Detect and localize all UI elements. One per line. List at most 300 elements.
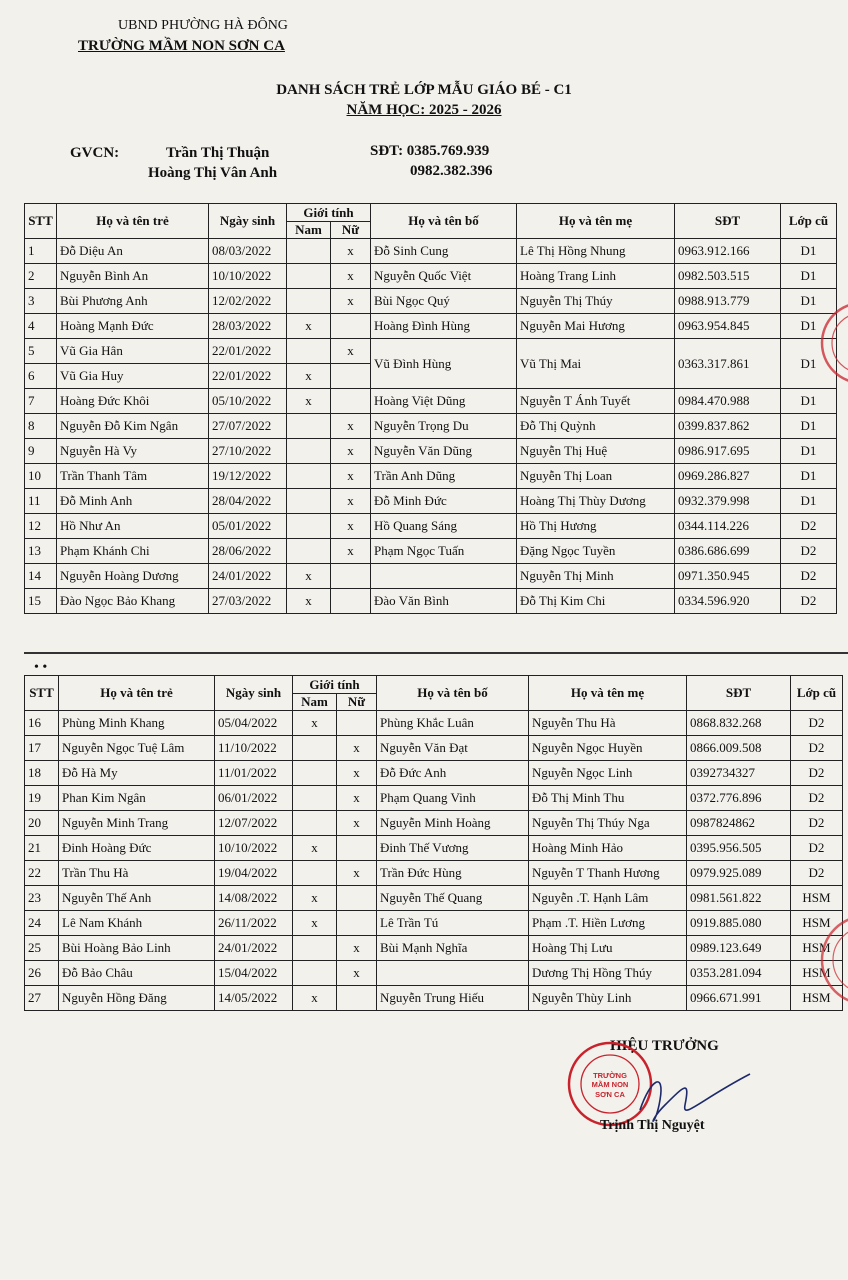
row-old-class: D1 (781, 314, 837, 339)
table-row (25, 861, 843, 886)
row-mother: Đỗ Thị Quỳnh (517, 414, 675, 439)
row-old-class: D2 (791, 861, 843, 886)
row-male-mark: x (293, 986, 337, 1011)
table-row (25, 239, 837, 264)
row-father: Đỗ Minh Đức (371, 489, 517, 514)
row-old-class: D1 (781, 339, 837, 389)
stamp-fragment-icon (818, 900, 848, 1020)
row-child-name: Trần Thanh Tâm (57, 464, 209, 489)
row-old-class: D1 (781, 264, 837, 289)
row-dob: 06/01/2022 (215, 786, 293, 811)
row-old-class: D2 (791, 811, 843, 836)
header-mother: Họ và tên mẹ (517, 204, 675, 239)
row-father: Nguyễn Minh Hoàng (377, 811, 529, 836)
row-male-mark (287, 439, 331, 464)
row-female-mark: x (331, 289, 371, 314)
row-old-class: D2 (781, 564, 837, 589)
row-dob: 12/07/2022 (215, 811, 293, 836)
row-dob: 10/10/2022 (209, 264, 287, 289)
row-father: Trần Anh Dũng (371, 464, 517, 489)
row-female-mark (331, 314, 371, 339)
row-mother: Đỗ Thị Minh Thu (529, 786, 687, 811)
org-line-2: TRƯỜNG MẦM NON SƠN CA (78, 38, 285, 54)
header-stt: STT (25, 676, 59, 711)
row-male-mark (287, 414, 331, 439)
row-father: Đào Văn Bình (371, 589, 517, 614)
row-male-mark (293, 736, 337, 761)
org-line-1: UBND PHƯỜNG HÀ ĐÔNG (118, 18, 288, 33)
row-female-mark (337, 986, 377, 1011)
row-male-mark: x (293, 836, 337, 861)
row-child-name: Phùng Minh Khang (59, 711, 215, 736)
row-stt: 21 (25, 836, 59, 861)
row-phone: 0987824862 (687, 811, 791, 836)
row-father: Nguyễn Quốc Việt (371, 264, 517, 289)
row-stt: 3 (25, 289, 57, 314)
table-row (25, 911, 843, 936)
row-old-class: HSM (791, 986, 843, 1011)
row-mother: Hồ Thị Hương (517, 514, 675, 539)
row-old-class: D1 (781, 389, 837, 414)
header-phone: SĐT (687, 676, 791, 711)
row-stt: 27 (25, 986, 59, 1011)
row-phone: 0386.686.699 (675, 539, 781, 564)
row-old-class: D2 (791, 786, 843, 811)
row-stt: 6 (25, 364, 57, 389)
header-male: Nam (287, 222, 331, 239)
row-dob: 27/07/2022 (209, 414, 287, 439)
row-phone: 0344.114.226 (675, 514, 781, 539)
row-child-name: Đỗ Minh Anh (57, 489, 209, 514)
row-old-class: D2 (781, 539, 837, 564)
row-dob: 28/03/2022 (209, 314, 287, 339)
table-row (25, 514, 837, 539)
row-phone: 0979.925.089 (687, 861, 791, 886)
row-stt: 8 (25, 414, 57, 439)
row-mother: Hoàng Thị Thùy Dương (517, 489, 675, 514)
row-mother: Phạm .T. Hiền Lương (529, 911, 687, 936)
row-child-name: Đỗ Bảo Châu (59, 961, 215, 986)
row-male-mark (293, 786, 337, 811)
row-old-class: D1 (781, 489, 837, 514)
row-female-mark: x (331, 464, 371, 489)
row-old-class: D1 (781, 239, 837, 264)
row-dob: 28/06/2022 (209, 539, 287, 564)
row-female-mark: x (331, 264, 371, 289)
phone-1: SĐT: 0385.769.939 (370, 143, 490, 159)
row-female-mark (337, 711, 377, 736)
page-break-mark: • • (34, 660, 48, 675)
header-child-name: Họ và tên trẻ (57, 204, 209, 239)
row-father: Bùi Ngọc Quý (371, 289, 517, 314)
row-child-name: Đỗ Hà My (59, 761, 215, 786)
row-male-mark: x (293, 886, 337, 911)
row-dob: 08/03/2022 (209, 239, 287, 264)
row-male-mark: x (293, 711, 337, 736)
svg-text:SƠN CA: SƠN CA (595, 1090, 625, 1099)
row-father: Nguyễn Văn Đạt (377, 736, 529, 761)
row-phone: 0392734327 (687, 761, 791, 786)
row-father: Phùng Khắc Luân (377, 711, 529, 736)
row-child-name: Nguyễn Thế Anh (59, 886, 215, 911)
row-male-mark: x (287, 564, 331, 589)
row-phone: 0969.286.827 (675, 464, 781, 489)
row-dob: 11/10/2022 (215, 736, 293, 761)
row-male-mark (287, 264, 331, 289)
row-child-name: Nguyễn Hoàng Dương (57, 564, 209, 589)
table-row (25, 439, 837, 464)
row-female-mark: x (331, 539, 371, 564)
row-male-mark: x (287, 364, 331, 389)
row-child-name: Đinh Hoàng Đức (59, 836, 215, 861)
row-father: Hoàng Đình Hùng (371, 314, 517, 339)
table-row (25, 961, 843, 986)
row-old-class: HSM (791, 961, 843, 986)
row-child-name: Nguyễn Bình An (57, 264, 209, 289)
table-row (25, 736, 843, 761)
row-male-mark (293, 961, 337, 986)
row-old-class: HSM (791, 886, 843, 911)
row-stt: 12 (25, 514, 57, 539)
row-stt: 7 (25, 389, 57, 414)
row-phone: 0989.123.649 (687, 936, 791, 961)
row-female-mark (337, 886, 377, 911)
row-father: Hồ Quang Sáng (371, 514, 517, 539)
row-phone: 0395.956.505 (687, 836, 791, 861)
row-phone: 0932.379.998 (675, 489, 781, 514)
row-father: Phạm Quang Vinh (377, 786, 529, 811)
row-phone: 0334.596.920 (675, 589, 781, 614)
row-female-mark: x (337, 811, 377, 836)
table-row (25, 539, 837, 564)
row-child-name: Vũ Gia Huy (57, 364, 209, 389)
row-mother: Đặng Ngọc Tuyền (517, 539, 675, 564)
row-stt: 25 (25, 936, 59, 961)
row-female-mark: x (337, 736, 377, 761)
row-male-mark: x (287, 389, 331, 414)
row-child-name: Hoàng Mạnh Đức (57, 314, 209, 339)
row-male-mark (287, 289, 331, 314)
table-row (25, 389, 837, 414)
row-female-mark: x (331, 439, 371, 464)
svg-text:MẦM NON: MẦM NON (591, 1080, 629, 1089)
row-old-class: D1 (781, 464, 837, 489)
teacher-label: GVCN: (70, 145, 120, 161)
row-father: Nguyễn Thế Quang (377, 886, 529, 911)
row-father: Nguyễn Văn Dũng (371, 439, 517, 464)
row-stt: 17 (25, 736, 59, 761)
header-dob: Ngày sinh (215, 676, 293, 711)
row-phone: 0353.281.094 (687, 961, 791, 986)
row-child-name: Hoàng Đức Khôi (57, 389, 209, 414)
row-female-mark: x (331, 239, 371, 264)
row-phone: 0982.503.515 (675, 264, 781, 289)
row-mother: Nguyễn T Ánh Tuyết (517, 389, 675, 414)
row-stt: 13 (25, 539, 57, 564)
row-mother: Nguyễn Thu Hà (529, 711, 687, 736)
row-male-mark (293, 861, 337, 886)
row-female-mark: x (337, 761, 377, 786)
row-dob: 19/12/2022 (209, 464, 287, 489)
row-dob: 05/04/2022 (215, 711, 293, 736)
table-row (25, 589, 837, 614)
row-female-mark (331, 389, 371, 414)
row-dob: 28/04/2022 (209, 489, 287, 514)
row-stt: 18 (25, 761, 59, 786)
row-male-mark (293, 761, 337, 786)
row-stt: 5 (25, 339, 57, 364)
table-row (25, 314, 837, 339)
row-female-mark: x (331, 339, 371, 364)
row-father: Phạm Ngọc Tuấn (371, 539, 517, 564)
row-child-name: Nguyễn Hồng Đăng (59, 986, 215, 1011)
row-mother: Nguyễn Ngọc Huyền (529, 736, 687, 761)
row-phone: 0363.317.861 (675, 339, 781, 389)
row-child-name: Nguyễn Minh Trang (59, 811, 215, 836)
row-child-name: Trần Thu Hà (59, 861, 215, 886)
row-dob: 24/01/2022 (209, 564, 287, 589)
row-mother: Nguyễn Mai Hương (517, 314, 675, 339)
row-phone: 0399.837.862 (675, 414, 781, 439)
row-dob: 19/04/2022 (215, 861, 293, 886)
row-mother: Nguyễn Thị Minh (517, 564, 675, 589)
row-male-mark (293, 811, 337, 836)
row-dob: 22/01/2022 (209, 339, 287, 364)
row-mother: Nguyễn Thị Thúy Nga (529, 811, 687, 836)
row-male-mark (287, 489, 331, 514)
row-mother: Đỗ Thị Kim Chi (517, 589, 675, 614)
row-phone: 0963.954.845 (675, 314, 781, 339)
row-father: Nguyễn Trọng Du (371, 414, 517, 439)
header-male: Nam (293, 694, 337, 711)
row-child-name: Lê Nam Khánh (59, 911, 215, 936)
row-father (377, 961, 529, 986)
table-row (25, 936, 843, 961)
row-phone: 0866.009.508 (687, 736, 791, 761)
row-phone: 0372.776.896 (687, 786, 791, 811)
row-old-class: D2 (791, 736, 843, 761)
row-phone: 0919.885.080 (687, 911, 791, 936)
row-dob: 15/04/2022 (215, 961, 293, 986)
header-father: Họ và tên bố (377, 676, 529, 711)
svg-text:TRƯỜNG: TRƯỜNG (593, 1071, 627, 1080)
row-child-name: Bùi Hoàng Bảo Linh (59, 936, 215, 961)
row-father: Đỗ Đức Anh (377, 761, 529, 786)
table-row (25, 264, 837, 289)
row-dob: 26/11/2022 (215, 911, 293, 936)
table-row (25, 761, 843, 786)
row-mother: Nguyễn Ngọc Linh (529, 761, 687, 786)
row-stt: 15 (25, 589, 57, 614)
teacher-2: Hoàng Thị Vân Anh (148, 165, 278, 181)
header-dob: Ngày sinh (209, 204, 287, 239)
row-father: Nguyễn Trung Hiếu (377, 986, 529, 1011)
header-father: Họ và tên bố (371, 204, 517, 239)
row-stt: 9 (25, 439, 57, 464)
row-child-name: Bùi Phương Anh (57, 289, 209, 314)
row-old-class: D2 (781, 589, 837, 614)
stamp-fragment-icon (818, 298, 848, 388)
row-male-mark (287, 339, 331, 364)
header-gender: Giới tính (287, 204, 371, 222)
row-dob: 14/08/2022 (215, 886, 293, 911)
table-row (25, 464, 837, 489)
row-male-mark (287, 539, 331, 564)
header-stt: STT (25, 204, 57, 239)
row-phone: 0981.561.822 (687, 886, 791, 911)
row-old-class: D2 (791, 761, 843, 786)
row-stt: 4 (25, 314, 57, 339)
roster-table-page-2 (24, 675, 843, 1011)
table-row (25, 786, 843, 811)
row-stt: 1 (25, 239, 57, 264)
row-female-mark (331, 589, 371, 614)
row-mother: Nguyễn Thị Huệ (517, 439, 675, 464)
header-gender: Giới tính (293, 676, 377, 694)
row-child-name: Nguyễn Ngọc Tuệ Lâm (59, 736, 215, 761)
header-old-class: Lớp cũ (781, 204, 837, 239)
row-stt: 11 (25, 489, 57, 514)
row-child-name: Hồ Như An (57, 514, 209, 539)
header-female: Nữ (331, 222, 371, 239)
row-dob: 05/10/2022 (209, 389, 287, 414)
row-child-name: Nguyễn Hà Vy (57, 439, 209, 464)
row-mother: Nguyễn Thị Loan (517, 464, 675, 489)
row-stt: 26 (25, 961, 59, 986)
table-row (25, 564, 837, 589)
row-father: Hoàng Việt Dũng (371, 389, 517, 414)
row-father: Trần Đức Hùng (377, 861, 529, 886)
table-row (25, 836, 843, 861)
row-child-name: Nguyễn Đỗ Kim Ngân (57, 414, 209, 439)
row-male-mark: x (287, 314, 331, 339)
row-old-class: D1 (781, 414, 837, 439)
row-phone: 0966.671.991 (687, 986, 791, 1011)
row-stt: 24 (25, 911, 59, 936)
row-female-mark (337, 836, 377, 861)
row-father: Đinh Thế Vương (377, 836, 529, 861)
row-stt: 16 (25, 711, 59, 736)
row-male-mark: x (287, 589, 331, 614)
row-mother: Hoàng Trang Linh (517, 264, 675, 289)
row-father: Lê Trần Tú (377, 911, 529, 936)
row-mother: Nguyễn Thị Thúy (517, 289, 675, 314)
row-old-class: D1 (781, 439, 837, 464)
row-female-mark: x (337, 861, 377, 886)
row-dob: 14/05/2022 (215, 986, 293, 1011)
row-old-class: HSM (791, 911, 843, 936)
row-dob: 27/03/2022 (209, 589, 287, 614)
row-female-mark: x (337, 936, 377, 961)
header-phone: SĐT (675, 204, 781, 239)
table-row (25, 339, 837, 364)
row-stt: 14 (25, 564, 57, 589)
row-female-mark: x (331, 414, 371, 439)
row-dob: 27/10/2022 (209, 439, 287, 464)
table-row (25, 289, 837, 314)
table-row (25, 489, 837, 514)
row-female-mark: x (331, 489, 371, 514)
row-mother: Nguyễn .T. Hạnh Lâm (529, 886, 687, 911)
principal-name: Trịnh Thị Nguyệt (600, 1118, 705, 1133)
row-dob: 11/01/2022 (215, 761, 293, 786)
row-male-mark: x (293, 911, 337, 936)
row-mother: Nguyễn Thùy Linh (529, 986, 687, 1011)
row-dob: 22/01/2022 (209, 364, 287, 389)
row-child-name: Đào Ngọc Bảo Khang (57, 589, 209, 614)
principal-title: HIỆU TRƯỞNG (610, 1038, 719, 1054)
row-stt: 22 (25, 861, 59, 886)
row-female-mark (337, 911, 377, 936)
row-phone: 0988.913.779 (675, 289, 781, 314)
table-row (25, 811, 843, 836)
row-dob: 12/02/2022 (209, 289, 287, 314)
row-mother: Dương Thị Hồng Thúy (529, 961, 687, 986)
row-phone: 0971.350.945 (675, 564, 781, 589)
row-female-mark: x (337, 961, 377, 986)
row-male-mark (287, 464, 331, 489)
header-mother: Họ và tên mẹ (529, 676, 687, 711)
row-phone: 0984.470.988 (675, 389, 781, 414)
row-dob: 05/01/2022 (209, 514, 287, 539)
row-old-class: D1 (781, 289, 837, 314)
header-female: Nữ (337, 694, 377, 711)
row-female-mark (331, 364, 371, 389)
row-child-name: Vũ Gia Hân (57, 339, 209, 364)
header-old-class: Lớp cũ (791, 676, 843, 711)
row-child-name: Phan Kim Ngân (59, 786, 215, 811)
row-father: Vũ Đình Hùng (371, 339, 517, 389)
row-female-mark: x (337, 786, 377, 811)
row-stt: 2 (25, 264, 57, 289)
row-male-mark (287, 239, 331, 264)
row-stt: 10 (25, 464, 57, 489)
row-stt: 20 (25, 811, 59, 836)
document-title: DANH SÁCH TRẺ LỚP MẪU GIÁO BÉ - C1 (276, 82, 572, 98)
row-old-class: D2 (781, 514, 837, 539)
phone-2: 0982.382.396 (410, 163, 493, 179)
row-stt: 23 (25, 886, 59, 911)
page-divider (24, 652, 848, 654)
row-father (371, 564, 517, 589)
table-row (25, 414, 837, 439)
roster-table-page-1 (24, 203, 837, 614)
table-row (25, 986, 843, 1011)
row-dob: 24/01/2022 (215, 936, 293, 961)
row-female-mark: x (331, 514, 371, 539)
row-dob: 10/10/2022 (215, 836, 293, 861)
row-father: Đỗ Sinh Cung (371, 239, 517, 264)
table-row (25, 711, 843, 736)
school-year: NĂM HỌC: 2025 - 2026 (346, 102, 502, 118)
row-phone: 0868.832.268 (687, 711, 791, 736)
row-male-mark (287, 514, 331, 539)
row-child-name: Đỗ Diệu An (57, 239, 209, 264)
row-old-class: HSM (791, 936, 843, 961)
header-child-name: Họ và tên trẻ (59, 676, 215, 711)
row-mother: Lê Thị Hồng Nhung (517, 239, 675, 264)
row-mother: Nguyễn T Thanh Hương (529, 861, 687, 886)
row-father: Bùi Mạnh Nghĩa (377, 936, 529, 961)
row-mother: Hoàng Thị Lưu (529, 936, 687, 961)
row-old-class: D2 (791, 711, 843, 736)
row-mother: Hoàng Minh Hảo (529, 836, 687, 861)
row-phone: 0986.917.695 (675, 439, 781, 464)
row-mother: Vũ Thị Mai (517, 339, 675, 389)
row-stt: 19 (25, 786, 59, 811)
row-male-mark (293, 936, 337, 961)
row-female-mark (331, 564, 371, 589)
